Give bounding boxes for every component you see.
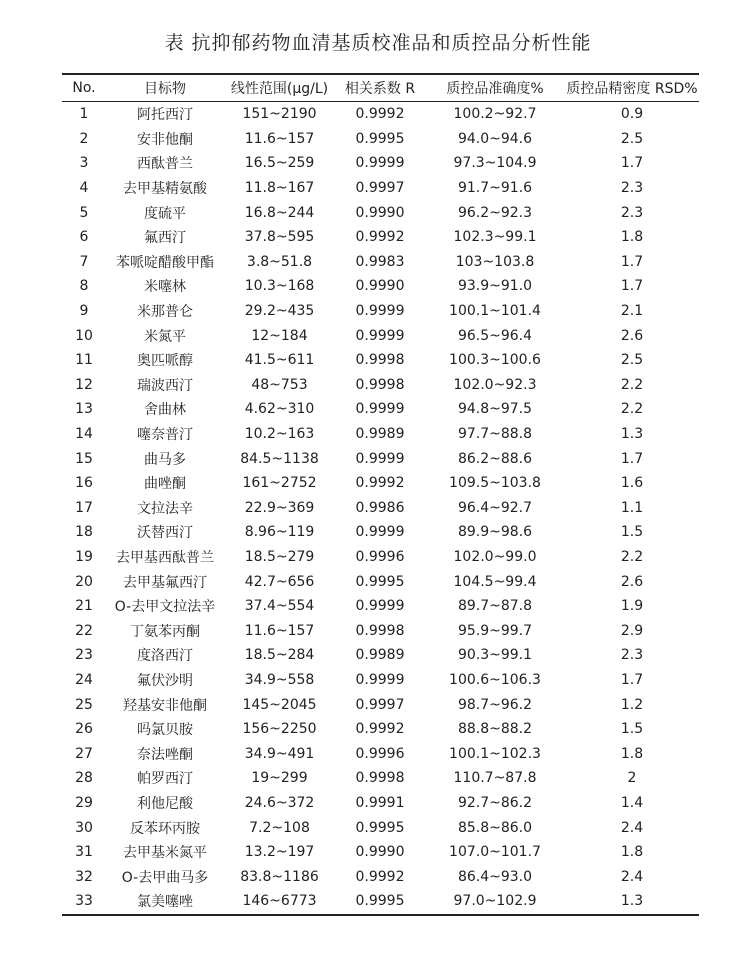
cell-linear-range: 145~2045 — [242, 696, 317, 713]
cell-linear-range: 11.8~167 — [244, 180, 315, 197]
table-row — [62, 446, 699, 471]
table-title: 表 抗抑郁药物血清基质校准品和质控品分析性能 — [164, 32, 592, 54]
table-row — [62, 200, 699, 225]
table-row — [62, 274, 699, 299]
cell-no: 9 — [79, 303, 89, 320]
cell-precision: 1.7 — [620, 278, 644, 295]
cell-target: 曲唑酮 — [144, 476, 186, 493]
cell-no: 19 — [75, 548, 93, 565]
cell-linear-range: 41.5~611 — [244, 352, 315, 369]
cell-precision: 1.5 — [620, 721, 644, 738]
cell-accuracy: 93.9~91.0 — [457, 278, 533, 295]
cell-target: 氟伏沙明 — [137, 672, 193, 689]
cell-target: 噻奈普汀 — [137, 427, 193, 444]
table-row — [62, 225, 699, 250]
table-row — [62, 643, 699, 668]
cell-no: 20 — [75, 573, 93, 590]
cell-no: 29 — [75, 794, 93, 811]
cell-accuracy: 102.0~99.0 — [453, 548, 537, 565]
table-row — [62, 151, 699, 176]
cell-precision: 2 — [627, 770, 637, 787]
table-row — [62, 496, 699, 521]
cell-precision: 1.7 — [620, 155, 644, 172]
cell-target: O-去甲曲马多 — [121, 869, 209, 886]
cell-correlation: 0.9990 — [355, 278, 405, 295]
cell-no: 1 — [79, 106, 89, 123]
cell-target: 去甲基氟西汀 — [123, 574, 207, 591]
cell-no: 21 — [75, 598, 93, 615]
cell-linear-range: 10.2~163 — [244, 426, 315, 443]
table-row — [62, 668, 699, 693]
cell-no: 3 — [79, 155, 89, 172]
cell-correlation: 0.9992 — [355, 229, 405, 246]
cell-correlation: 0.9989 — [355, 426, 405, 443]
cell-no: 7 — [79, 253, 89, 270]
cell-accuracy: 97.0~102.9 — [453, 893, 537, 910]
cell-target: 奥匹哌醇 — [137, 353, 193, 370]
table-row — [62, 102, 699, 127]
cell-no: 14 — [75, 426, 93, 443]
cell-correlation: 0.9989 — [355, 647, 405, 664]
cell-precision: 1.5 — [620, 524, 644, 541]
cell-no: 12 — [75, 376, 93, 393]
cell-linear-range: 4.62~310 — [244, 401, 315, 418]
cell-linear-range: 13.2~197 — [244, 844, 315, 861]
table-row — [62, 397, 699, 422]
cell-correlation: 0.9990 — [355, 844, 405, 861]
cell-precision: 1.4 — [620, 794, 644, 811]
cell-linear-range: 151~2190 — [242, 106, 317, 123]
cell-precision: 1.8 — [620, 229, 644, 246]
cell-target: 舍曲林 — [144, 402, 186, 419]
cell-target: 米氮平 — [144, 328, 186, 345]
cell-no: 4 — [79, 180, 89, 197]
table-header-row — [62, 74, 699, 102]
cell-precision: 1.6 — [620, 475, 644, 492]
cell-no: 11 — [75, 352, 93, 369]
table-row — [62, 889, 699, 915]
cell-accuracy: 88.8~88.2 — [457, 721, 533, 738]
cell-no: 5 — [79, 204, 89, 221]
cell-accuracy: 104.5~99.4 — [453, 573, 537, 590]
cell-precision: 2.3 — [620, 204, 644, 221]
cell-precision: 1.3 — [620, 426, 644, 443]
cell-accuracy: 86.4~93.0 — [457, 868, 533, 885]
cell-precision: 1.8 — [620, 745, 644, 762]
cell-precision: 1.7 — [620, 671, 644, 688]
cell-precision: 1.3 — [620, 893, 644, 910]
cell-no: 30 — [75, 819, 93, 836]
cell-accuracy: 110.7~87.8 — [453, 770, 537, 787]
cell-no: 33 — [75, 893, 93, 910]
cell-target: 瑞波西汀 — [137, 377, 193, 394]
cell-target: 帕罗西汀 — [137, 771, 193, 788]
cell-no: 23 — [75, 647, 93, 664]
table-row — [62, 864, 699, 889]
cell-accuracy: 89.7~87.8 — [457, 598, 533, 615]
cell-precision: 2.2 — [620, 548, 644, 565]
header-linear-range: 线性范围(μg/L) — [230, 81, 329, 97]
cell-accuracy: 100.3~100.6 — [449, 352, 541, 369]
cell-precision: 2.3 — [620, 180, 644, 197]
cell-accuracy: 102.0~92.3 — [453, 376, 537, 393]
table-row — [62, 176, 699, 201]
cell-linear-range: 34.9~491 — [244, 745, 315, 762]
cell-precision: 1.7 — [620, 253, 644, 270]
cell-no: 25 — [75, 696, 93, 713]
cell-correlation: 0.9995 — [355, 573, 405, 590]
cell-linear-range: 29.2~435 — [244, 303, 315, 320]
header-precision: 质控品精密度 RSD% — [566, 81, 698, 97]
cell-no: 17 — [75, 499, 93, 516]
cell-accuracy: 91.7~91.6 — [457, 180, 533, 197]
cell-target: 羟基安非他酮 — [123, 697, 207, 714]
cell-precision: 2.3 — [620, 647, 644, 664]
cell-correlation: 0.9999 — [355, 671, 405, 688]
cell-no: 8 — [79, 278, 89, 295]
table-body — [62, 102, 699, 915]
cell-linear-range: 8.96~119 — [244, 524, 315, 541]
cell-target: 去甲基米氮平 — [123, 845, 207, 862]
header-accuracy: 质控品准确度% — [446, 81, 544, 97]
cell-target: 沃替西汀 — [137, 525, 193, 542]
cell-accuracy: 97.3~104.9 — [453, 155, 537, 172]
cell-accuracy: 102.3~99.1 — [453, 229, 537, 246]
cell-target: 反苯环丙胺 — [130, 820, 200, 837]
cell-target: 曲马多 — [144, 451, 186, 468]
cell-target: 利他尼酸 — [137, 795, 193, 812]
cell-accuracy: 100.1~102.3 — [449, 745, 541, 762]
table-row — [62, 373, 699, 398]
cell-accuracy: 98.7~96.2 — [457, 696, 533, 713]
cell-no: 27 — [75, 745, 93, 762]
cell-precision: 1.2 — [620, 696, 644, 713]
cell-precision: 2.5 — [620, 352, 644, 369]
cell-target: 度洛西汀 — [137, 648, 193, 665]
cell-correlation: 0.9995 — [355, 893, 405, 910]
cell-correlation: 0.9999 — [355, 450, 405, 467]
cell-precision: 1.1 — [620, 499, 644, 516]
cell-correlation: 0.9995 — [355, 819, 405, 836]
cell-precision: 2.4 — [620, 819, 644, 836]
table-row — [62, 127, 699, 152]
cell-precision: 1.9 — [620, 598, 644, 615]
cell-linear-range: 16.8~244 — [244, 204, 315, 221]
cell-target: 吗氯贝胺 — [137, 722, 193, 739]
cell-precision: 1.7 — [620, 450, 644, 467]
cell-linear-range: 7.2~108 — [249, 819, 310, 836]
analysis-table — [62, 73, 699, 916]
cell-no: 24 — [75, 671, 93, 688]
cell-target: 奈法唑酮 — [137, 746, 193, 763]
cell-correlation: 0.9983 — [355, 253, 405, 270]
cell-accuracy: 96.4~92.7 — [457, 499, 533, 516]
table-row — [62, 791, 699, 816]
cell-accuracy: 89.9~98.6 — [457, 524, 533, 541]
cell-target: 氯美噻唑 — [137, 894, 193, 911]
cell-linear-range: 18.5~284 — [244, 647, 315, 664]
table-row — [62, 323, 699, 348]
cell-no: 6 — [79, 229, 89, 246]
table-row — [62, 250, 699, 275]
cell-correlation: 0.9996 — [355, 548, 405, 565]
cell-no: 31 — [75, 844, 93, 861]
cell-linear-range: 12~184 — [251, 327, 308, 344]
table-row — [62, 717, 699, 742]
cell-accuracy: 95.9~99.7 — [457, 622, 533, 639]
cell-accuracy: 96.5~96.4 — [457, 327, 533, 344]
cell-correlation: 0.9986 — [355, 499, 405, 516]
cell-precision: 1.8 — [620, 844, 644, 861]
cell-linear-range: 37.4~554 — [244, 598, 315, 615]
table-row — [62, 422, 699, 447]
cell-precision: 2.6 — [620, 327, 644, 344]
cell-correlation: 0.9999 — [355, 401, 405, 418]
cell-linear-range: 161~2752 — [242, 475, 317, 492]
cell-target: 氟西汀 — [144, 230, 186, 247]
cell-accuracy: 94.0~94.6 — [457, 130, 533, 147]
cell-no: 26 — [75, 721, 93, 738]
table-row — [62, 520, 699, 545]
cell-correlation: 0.9999 — [355, 303, 405, 320]
cell-correlation: 0.9998 — [355, 352, 405, 369]
table-row — [62, 348, 699, 373]
cell-target: 丁氨苯丙酮 — [130, 623, 200, 640]
cell-correlation: 0.9998 — [355, 770, 405, 787]
cell-correlation: 0.9999 — [355, 598, 405, 615]
cell-linear-range: 48~753 — [251, 376, 308, 393]
cell-linear-range: 24.6~372 — [244, 794, 315, 811]
cell-accuracy: 100.6~106.3 — [449, 671, 541, 688]
cell-linear-range: 11.6~157 — [244, 622, 315, 639]
cell-precision: 2.1 — [620, 303, 644, 320]
cell-accuracy: 85.8~86.0 — [457, 819, 533, 836]
cell-precision: 2.6 — [620, 573, 644, 590]
cell-target: 安非他酮 — [137, 131, 193, 148]
cell-precision: 2.4 — [620, 868, 644, 885]
cell-correlation: 0.9999 — [355, 327, 405, 344]
table-row — [62, 569, 699, 594]
cell-no: 16 — [75, 475, 93, 492]
cell-precision: 2.5 — [620, 130, 644, 147]
cell-target: 米那普仑 — [137, 304, 193, 321]
cell-linear-range: 16.5~259 — [244, 155, 315, 172]
cell-linear-range: 3.8~51.8 — [246, 253, 313, 270]
cell-no: 22 — [75, 622, 93, 639]
table-row — [62, 594, 699, 619]
table-row — [62, 840, 699, 865]
cell-correlation: 0.9999 — [355, 524, 405, 541]
cell-accuracy: 97.7~88.8 — [457, 426, 533, 443]
cell-linear-range: 18.5~279 — [244, 548, 315, 565]
cell-accuracy: 109.5~103.8 — [449, 475, 541, 492]
cell-correlation: 0.9997 — [355, 180, 405, 197]
cell-linear-range: 10.3~168 — [244, 278, 315, 295]
cell-linear-range: 11.6~157 — [244, 130, 315, 147]
cell-accuracy: 92.7~86.2 — [457, 794, 533, 811]
cell-accuracy: 86.2~88.6 — [457, 450, 533, 467]
cell-target: 去甲基精氨酸 — [123, 181, 207, 198]
table-row — [62, 815, 699, 840]
cell-accuracy: 100.2~92.7 — [453, 106, 537, 123]
cell-precision: 2.2 — [620, 376, 644, 393]
cell-linear-range: 156~2250 — [242, 721, 317, 738]
cell-linear-range: 22.9~369 — [244, 499, 315, 516]
cell-no: 18 — [75, 524, 93, 541]
cell-linear-range: 146~6773 — [242, 893, 317, 910]
cell-correlation: 0.9998 — [355, 622, 405, 639]
table-row — [62, 618, 699, 643]
cell-accuracy: 100.1~101.4 — [449, 303, 541, 320]
cell-correlation: 0.9992 — [355, 475, 405, 492]
cell-target: 米噻林 — [144, 279, 186, 296]
table-row — [62, 471, 699, 496]
cell-target: 度硫平 — [144, 205, 186, 222]
cell-no: 28 — [75, 770, 93, 787]
cell-correlation: 0.9992 — [355, 721, 405, 738]
cell-correlation: 0.9997 — [355, 696, 405, 713]
cell-precision: 2.9 — [620, 622, 644, 639]
cell-no: 10 — [75, 327, 93, 344]
cell-linear-range: 42.7~656 — [244, 573, 315, 590]
cell-correlation: 0.9992 — [355, 868, 405, 885]
cell-correlation: 0.9999 — [355, 155, 405, 172]
cell-linear-range: 83.8~1186 — [240, 868, 319, 885]
table-row — [62, 545, 699, 570]
cell-target: 去甲基西酞普兰 — [116, 549, 214, 566]
table-row — [62, 692, 699, 717]
cell-target: 阿托西汀 — [137, 107, 193, 124]
table-row — [62, 766, 699, 791]
cell-precision: 2.2 — [620, 401, 644, 418]
table-row — [62, 299, 699, 324]
cell-correlation: 0.9992 — [355, 106, 405, 123]
cell-correlation: 0.9991 — [355, 794, 405, 811]
cell-correlation: 0.9998 — [355, 376, 405, 393]
cell-correlation: 0.9996 — [355, 745, 405, 762]
cell-no: 13 — [75, 401, 93, 418]
cell-target: 文拉法辛 — [137, 500, 193, 517]
cell-linear-range: 19~299 — [251, 770, 308, 787]
table-row — [62, 741, 699, 766]
cell-target: 苯哌啶醋酸甲酯 — [116, 254, 214, 271]
cell-linear-range: 34.9~558 — [244, 671, 315, 688]
cell-no: 15 — [75, 450, 93, 467]
cell-linear-range: 84.5~1138 — [240, 450, 319, 467]
cell-accuracy: 96.2~92.3 — [457, 204, 533, 221]
cell-linear-range: 37.8~595 — [244, 229, 315, 246]
cell-accuracy: 107.0~101.7 — [449, 844, 541, 861]
cell-accuracy: 94.8~97.5 — [457, 401, 533, 418]
cell-target: 西酞普兰 — [137, 156, 193, 173]
header-target: 目标物 — [144, 81, 186, 97]
cell-accuracy: 90.3~99.1 — [457, 647, 533, 664]
cell-target: O-去甲文拉法辛 — [114, 599, 216, 616]
header-correlation: 相关系数 R — [344, 81, 416, 97]
cell-correlation: 0.9995 — [355, 130, 405, 147]
cell-precision: 0.9 — [620, 106, 644, 123]
cell-no: 2 — [79, 130, 89, 147]
header-no: No. — [72, 80, 96, 96]
cell-correlation: 0.9990 — [355, 204, 405, 221]
cell-accuracy: 103~103.8 — [455, 253, 535, 270]
cell-no: 32 — [75, 868, 93, 885]
